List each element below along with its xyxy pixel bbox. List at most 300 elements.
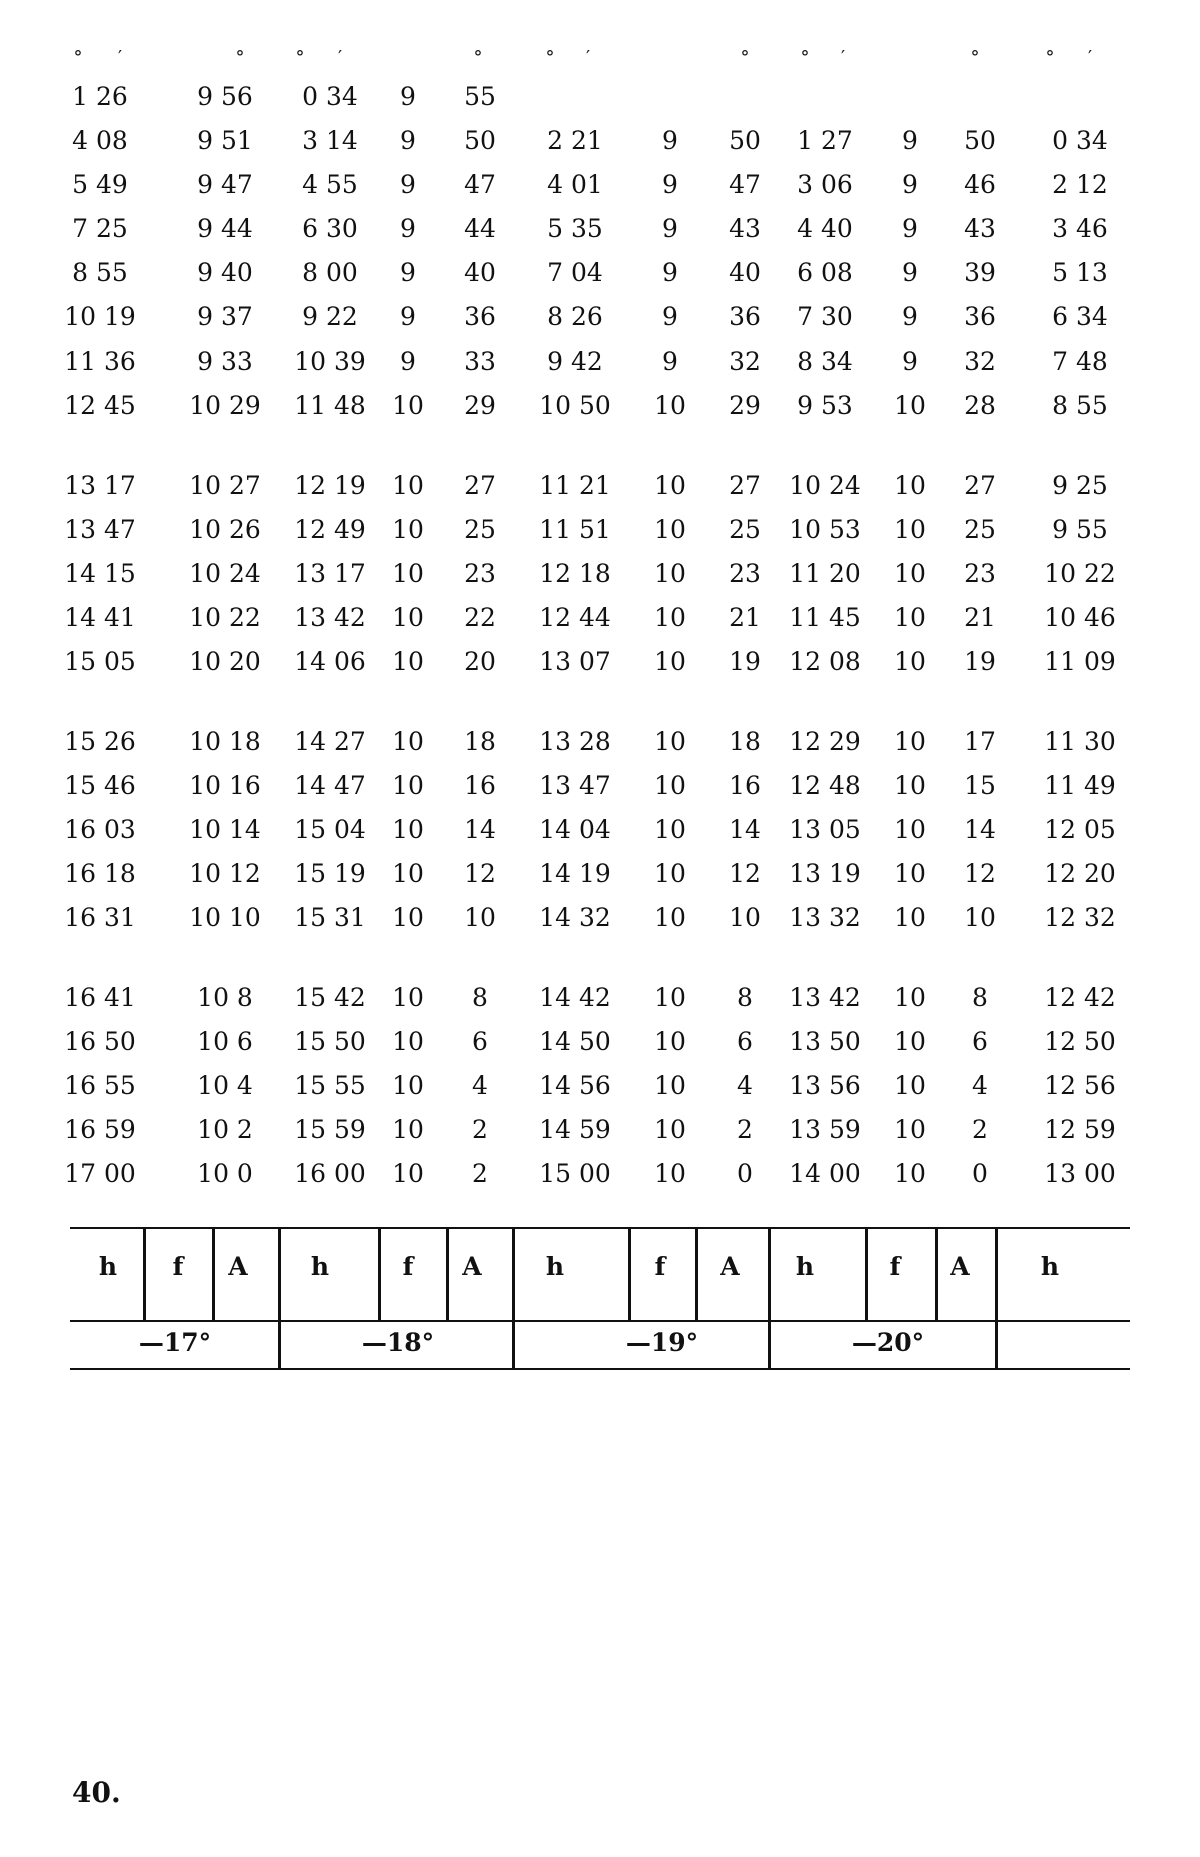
table-cell: 12 50 [1044,1027,1116,1056]
table-cell: 12 05 [1044,815,1116,844]
table-cell: 10 4 [197,1071,253,1100]
table-cell: 4 55 [302,170,358,199]
table-cell: 9 [400,347,416,376]
footer-header: A [462,1252,482,1281]
table-cell: 4 [972,1071,988,1100]
table-cell: 10 [654,727,686,756]
table-cell: 25 [729,515,761,544]
table-cell: 10 [654,1115,686,1144]
table-cell: 9 [662,302,678,331]
table-cell: 1 27 [797,126,853,155]
table-cell: 3 06 [797,170,853,199]
table-cell: 2 [972,1115,988,1144]
footer-divider [512,1227,515,1368]
table-cell: 10 [654,903,686,932]
footer-divider [768,1227,771,1368]
table-cell: 9 37 [197,302,253,331]
unit-mark: ′ [117,47,123,68]
table-cell: 12 19 [294,471,366,500]
table-cell: 36 [964,302,996,331]
table-cell: 15 26 [64,727,136,756]
table-cell: 9 [400,302,416,331]
table-cell: 15 [964,771,996,800]
table-cell: 12 [729,859,761,888]
table-cell: 10 [894,559,926,588]
table-cell: 10 39 [294,347,366,376]
table-cell: 10 0 [197,1159,253,1188]
table-cell: 13 47 [539,771,611,800]
table-cell: 10 [894,1159,926,1188]
table-cell: 12 32 [1044,903,1116,932]
table-cell: 8 34 [797,347,853,376]
table-cell: 10 29 [189,391,261,420]
unit-mark: ° [800,47,810,68]
unit-mark: ° [473,47,483,68]
table-cell: 15 59 [294,1115,366,1144]
table-cell: 16 55 [64,1071,136,1100]
table-cell: 16 [464,771,496,800]
table-cell: 14 50 [539,1027,611,1056]
unit-mark: ′ [585,47,591,68]
table-cell: 12 20 [1044,859,1116,888]
table-cell: 25 [464,515,496,544]
table-cell: 9 [662,214,678,243]
table-cell: 23 [464,559,496,588]
footer-group-label: —17° [138,1328,212,1357]
table-cell: 4 40 [797,214,853,243]
table-cell: 10 14 [189,815,261,844]
table-cell: 15 55 [294,1071,366,1100]
footer-divider [995,1227,998,1368]
table-cell: 14 27 [294,727,366,756]
table-cell: 10 [654,515,686,544]
table-cell: 23 [964,559,996,588]
table-cell: 43 [964,214,996,243]
table-cell: 21 [964,603,996,632]
table-cell: 10 [894,603,926,632]
table-cell: 10 [654,603,686,632]
table-cell: 29 [464,391,496,420]
table-cell: 36 [729,302,761,331]
unit-mark: ° [545,47,555,68]
table-cell: 14 47 [294,771,366,800]
table-cell: 13 00 [1044,1159,1116,1188]
table-cell: 10 [654,647,686,676]
table-cell: 13 56 [789,1071,861,1100]
table-cell: 14 56 [539,1071,611,1100]
table-cell: 4 01 [547,170,603,199]
table-cell: 9 [400,82,416,111]
table-cell: 9 33 [197,347,253,376]
table-cell: 19 [964,647,996,676]
table-cell: 27 [729,471,761,500]
table-cell: 9 55 [1052,515,1108,544]
table-cell: 9 56 [197,82,253,111]
footer-group-label: —19° [625,1328,699,1357]
table-cell: 10 24 [789,471,861,500]
footer-divider [143,1227,146,1320]
table-cell: 3 46 [1052,214,1108,243]
footer-header: A [950,1252,970,1281]
page-number: 40. [72,1776,121,1809]
table-cell: 14 19 [539,859,611,888]
table-cell: 13 50 [789,1027,861,1056]
table-cell: 10 19 [64,302,136,331]
unit-mark: ° [970,47,980,68]
unit-mark: ° [73,47,83,68]
table-cell: 2 [472,1115,488,1144]
table-cell: 17 [964,727,996,756]
table-cell: 10 [894,1027,926,1056]
table-cell: 14 42 [539,983,611,1012]
table-cell: 10 [894,647,926,676]
table-cell: 10 16 [189,771,261,800]
table-cell: 10 [392,391,424,420]
table-cell: 27 [464,471,496,500]
table-cell: 13 47 [64,515,136,544]
table-cell: 10 12 [189,859,261,888]
table-cell: 17 00 [64,1159,136,1188]
table-cell: 13 42 [789,983,861,1012]
table-cell: 9 [902,214,918,243]
footer-divider [212,1227,215,1320]
table-cell: 21 [729,603,761,632]
table-cell: 9 [400,126,416,155]
table-cell: 13 07 [539,647,611,676]
table-cell: 12 44 [539,603,611,632]
table-cell: 15 31 [294,903,366,932]
table-cell: 10 [392,1027,424,1056]
table-cell: 16 59 [64,1115,136,1144]
table-cell: 9 22 [302,302,358,331]
table-cell: 2 12 [1052,170,1108,199]
table-cell: 10 [392,471,424,500]
table-cell: 10 [654,559,686,588]
table-cell: 5 49 [72,170,128,199]
table-cell: 10 22 [189,603,261,632]
table-cell: 6 30 [302,214,358,243]
table-cell: 9 [662,170,678,199]
table-cell: 36 [464,302,496,331]
footer-header: f [172,1252,184,1281]
table-cell: 15 46 [64,771,136,800]
table-cell: 14 15 [64,559,136,588]
footer-group-label: —20° [851,1328,925,1357]
table-cell: 9 [902,302,918,331]
footer-header: h [98,1252,118,1281]
table-cell: 10 [894,771,926,800]
table-cell: 6 [737,1027,753,1056]
footer-header: A [720,1252,740,1281]
table-cell: 10 [894,815,926,844]
table-cell: 9 51 [197,126,253,155]
table-cell: 9 47 [197,170,253,199]
table-cell: 5 35 [547,214,603,243]
table-cell: 12 45 [64,391,136,420]
table-cell: 27 [964,471,996,500]
table-cell: 10 [894,903,926,932]
table-cell: 8 55 [72,258,128,287]
table-cell: 12 48 [789,771,861,800]
table-cell: 6 [972,1027,988,1056]
table-cell: 9 [902,258,918,287]
table-cell: 14 [464,815,496,844]
table-cell: 10 [894,727,926,756]
table-cell: 0 34 [302,82,358,111]
table-cell: 10 [654,471,686,500]
unit-mark: ° [295,47,305,68]
footer-bottom-rule [70,1368,1130,1370]
table-cell: 50 [729,126,761,155]
table-cell: 16 41 [64,983,136,1012]
table-cell: 0 34 [1052,126,1108,155]
table-cell: 10 [654,815,686,844]
table-cell: 25 [964,515,996,544]
unit-mark: ° [235,47,245,68]
table-cell: 10 [392,647,424,676]
table-cell: 20 [464,647,496,676]
table-cell: 10 18 [189,727,261,756]
footer-header: h [310,1252,330,1281]
table-cell: 15 00 [539,1159,611,1188]
table-cell: 7 48 [1052,347,1108,376]
table-cell: 14 00 [789,1159,861,1188]
table-cell: 14 06 [294,647,366,676]
table-cell: 9 [902,347,918,376]
table-cell: 12 56 [1044,1071,1116,1100]
table-cell: 10 [894,859,926,888]
table-cell: 0 [737,1159,753,1188]
table-cell: 10 10 [189,903,261,932]
table-cell: 10 24 [189,559,261,588]
table-cell: 9 40 [197,258,253,287]
table-cell: 10 [392,1115,424,1144]
table-cell: 10 [654,771,686,800]
table-cell: 13 32 [789,903,861,932]
table-cell: 10 [654,1027,686,1056]
table-cell: 4 [737,1071,753,1100]
table-cell: 13 28 [539,727,611,756]
table-cell: 8 [472,983,488,1012]
table-cell: 1 26 [72,82,128,111]
table-cell: 10 [464,903,496,932]
table-cell: 10 [392,559,424,588]
footer-top-rule [70,1227,1130,1229]
table-cell: 39 [964,258,996,287]
table-cell: 14 04 [539,815,611,844]
table-cell: 15 19 [294,859,366,888]
table-cell: 11 49 [1044,771,1116,800]
footer-divider [865,1227,868,1320]
table-cell: 11 48 [294,391,366,420]
table-cell: 16 31 [64,903,136,932]
table-cell: 12 29 [789,727,861,756]
table-cell: 29 [729,391,761,420]
table-cell: 9 42 [547,347,603,376]
table-cell: 10 46 [1044,603,1116,632]
table-cell: 15 05 [64,647,136,676]
footer-header: f [654,1252,666,1281]
footer-divider [628,1227,631,1320]
table-cell: 9 [902,170,918,199]
table-cell: 16 18 [64,859,136,888]
table-cell: 13 05 [789,815,861,844]
table-cell: 7 04 [547,258,603,287]
table-cell: 13 17 [294,559,366,588]
table-cell: 10 27 [189,471,261,500]
table-cell: 8 [972,983,988,1012]
table-cell: 11 51 [539,515,611,544]
table-cell: 10 [392,983,424,1012]
table-cell: 10 [964,903,996,932]
footer-header: h [1040,1252,1060,1281]
table-cell: 10 22 [1044,559,1116,588]
footer-header: f [889,1252,901,1281]
footer-divider [278,1227,281,1368]
table-cell: 47 [464,170,496,199]
table-cell: 10 [392,815,424,844]
table-cell: 14 [964,815,996,844]
table-cell: 15 04 [294,815,366,844]
table-cell: 10 20 [189,647,261,676]
table-cell: 43 [729,214,761,243]
table-cell: 10 [729,903,761,932]
table-cell: 10 [654,983,686,1012]
table-cell: 10 [894,983,926,1012]
table-cell: 10 [392,727,424,756]
unit-mark: ′ [1087,47,1093,68]
table-cell: 10 [894,391,926,420]
table-cell: 14 32 [539,903,611,932]
table-cell: 3 14 [302,126,358,155]
footer-middle-rule [70,1320,1130,1322]
table-cell: 2 [472,1159,488,1188]
table-cell: 9 [662,258,678,287]
table-cell: 10 2 [197,1115,253,1144]
table-cell: 5 13 [1052,258,1108,287]
table-cell: 28 [964,391,996,420]
table-cell: 13 17 [64,471,136,500]
table-cell: 13 19 [789,859,861,888]
table-cell: 47 [729,170,761,199]
table-cell: 7 30 [797,302,853,331]
table-cell: 10 [654,859,686,888]
table-cell: 32 [729,347,761,376]
table-cell: 9 [902,126,918,155]
table-cell: 14 59 [539,1115,611,1144]
table-cell: 6 34 [1052,302,1108,331]
unit-mark: ′ [840,47,846,68]
table-cell: 12 18 [539,559,611,588]
table-cell: 16 00 [294,1159,366,1188]
footer-group-label: —18° [361,1328,435,1357]
table-cell: 10 [654,1159,686,1188]
table-cell: 2 21 [547,126,603,155]
unit-mark: ′ [337,47,343,68]
table-cell: 40 [729,258,761,287]
table-cell: 14 [729,815,761,844]
table-cell: 11 30 [1044,727,1116,756]
table-cell: 0 [972,1159,988,1188]
table-cell: 8 00 [302,258,358,287]
table-cell: 15 42 [294,983,366,1012]
table-cell: 15 50 [294,1027,366,1056]
table-cell: 10 [392,859,424,888]
table-cell: 9 25 [1052,471,1108,500]
table-cell: 10 [894,515,926,544]
table-cell: 7 25 [72,214,128,243]
footer-divider [935,1227,938,1320]
footer-divider [446,1227,449,1320]
table-cell: 8 55 [1052,391,1108,420]
table-cell: 32 [964,347,996,376]
table-cell: 10 50 [539,391,611,420]
table-cell: 14 41 [64,603,136,632]
table-cell: 50 [464,126,496,155]
table-cell: 11 20 [789,559,861,588]
table-cell: 10 [654,391,686,420]
table-cell: 9 [400,170,416,199]
table-cell: 10 [654,1071,686,1100]
table-cell: 10 26 [189,515,261,544]
table-cell: 6 [472,1027,488,1056]
table-cell: 12 08 [789,647,861,676]
table-cell: 40 [464,258,496,287]
table-cell: 12 [964,859,996,888]
table-cell: 46 [964,170,996,199]
table-cell: 13 59 [789,1115,861,1144]
table-cell: 8 [737,983,753,1012]
table-cell: 4 08 [72,126,128,155]
table-cell: 12 [464,859,496,888]
unit-mark: ° [740,47,750,68]
table-cell: 16 03 [64,815,136,844]
table-cell: 11 21 [539,471,611,500]
footer-header: f [402,1252,414,1281]
table-cell: 11 36 [64,347,136,376]
table-cell: 16 [729,771,761,800]
table-cell: 33 [464,347,496,376]
table-cell: 10 [392,903,424,932]
footer-divider [695,1227,698,1320]
table-cell: 10 6 [197,1027,253,1056]
table-cell: 10 [392,1159,424,1188]
table-cell: 23 [729,559,761,588]
table-cell: 12 59 [1044,1115,1116,1144]
table-cell: 55 [464,82,496,111]
table-cell: 10 [894,1115,926,1144]
table-cell: 10 [894,471,926,500]
table-cell: 11 09 [1044,647,1116,676]
table-cell: 44 [464,214,496,243]
table-cell: 19 [729,647,761,676]
table-cell: 10 [392,603,424,632]
table-cell: 11 45 [789,603,861,632]
table-cell: 10 [392,515,424,544]
table-cell: 8 26 [547,302,603,331]
table-cell: 18 [729,727,761,756]
footer-header: A [228,1252,248,1281]
table-cell: 22 [464,603,496,632]
footer-header: h [795,1252,815,1281]
table-cell: 18 [464,727,496,756]
table-cell: 9 [662,347,678,376]
table-cell: 2 [737,1115,753,1144]
footer-header: h [545,1252,565,1281]
table-cell: 10 8 [197,983,253,1012]
table-cell: 9 53 [797,391,853,420]
table-cell: 9 [400,214,416,243]
